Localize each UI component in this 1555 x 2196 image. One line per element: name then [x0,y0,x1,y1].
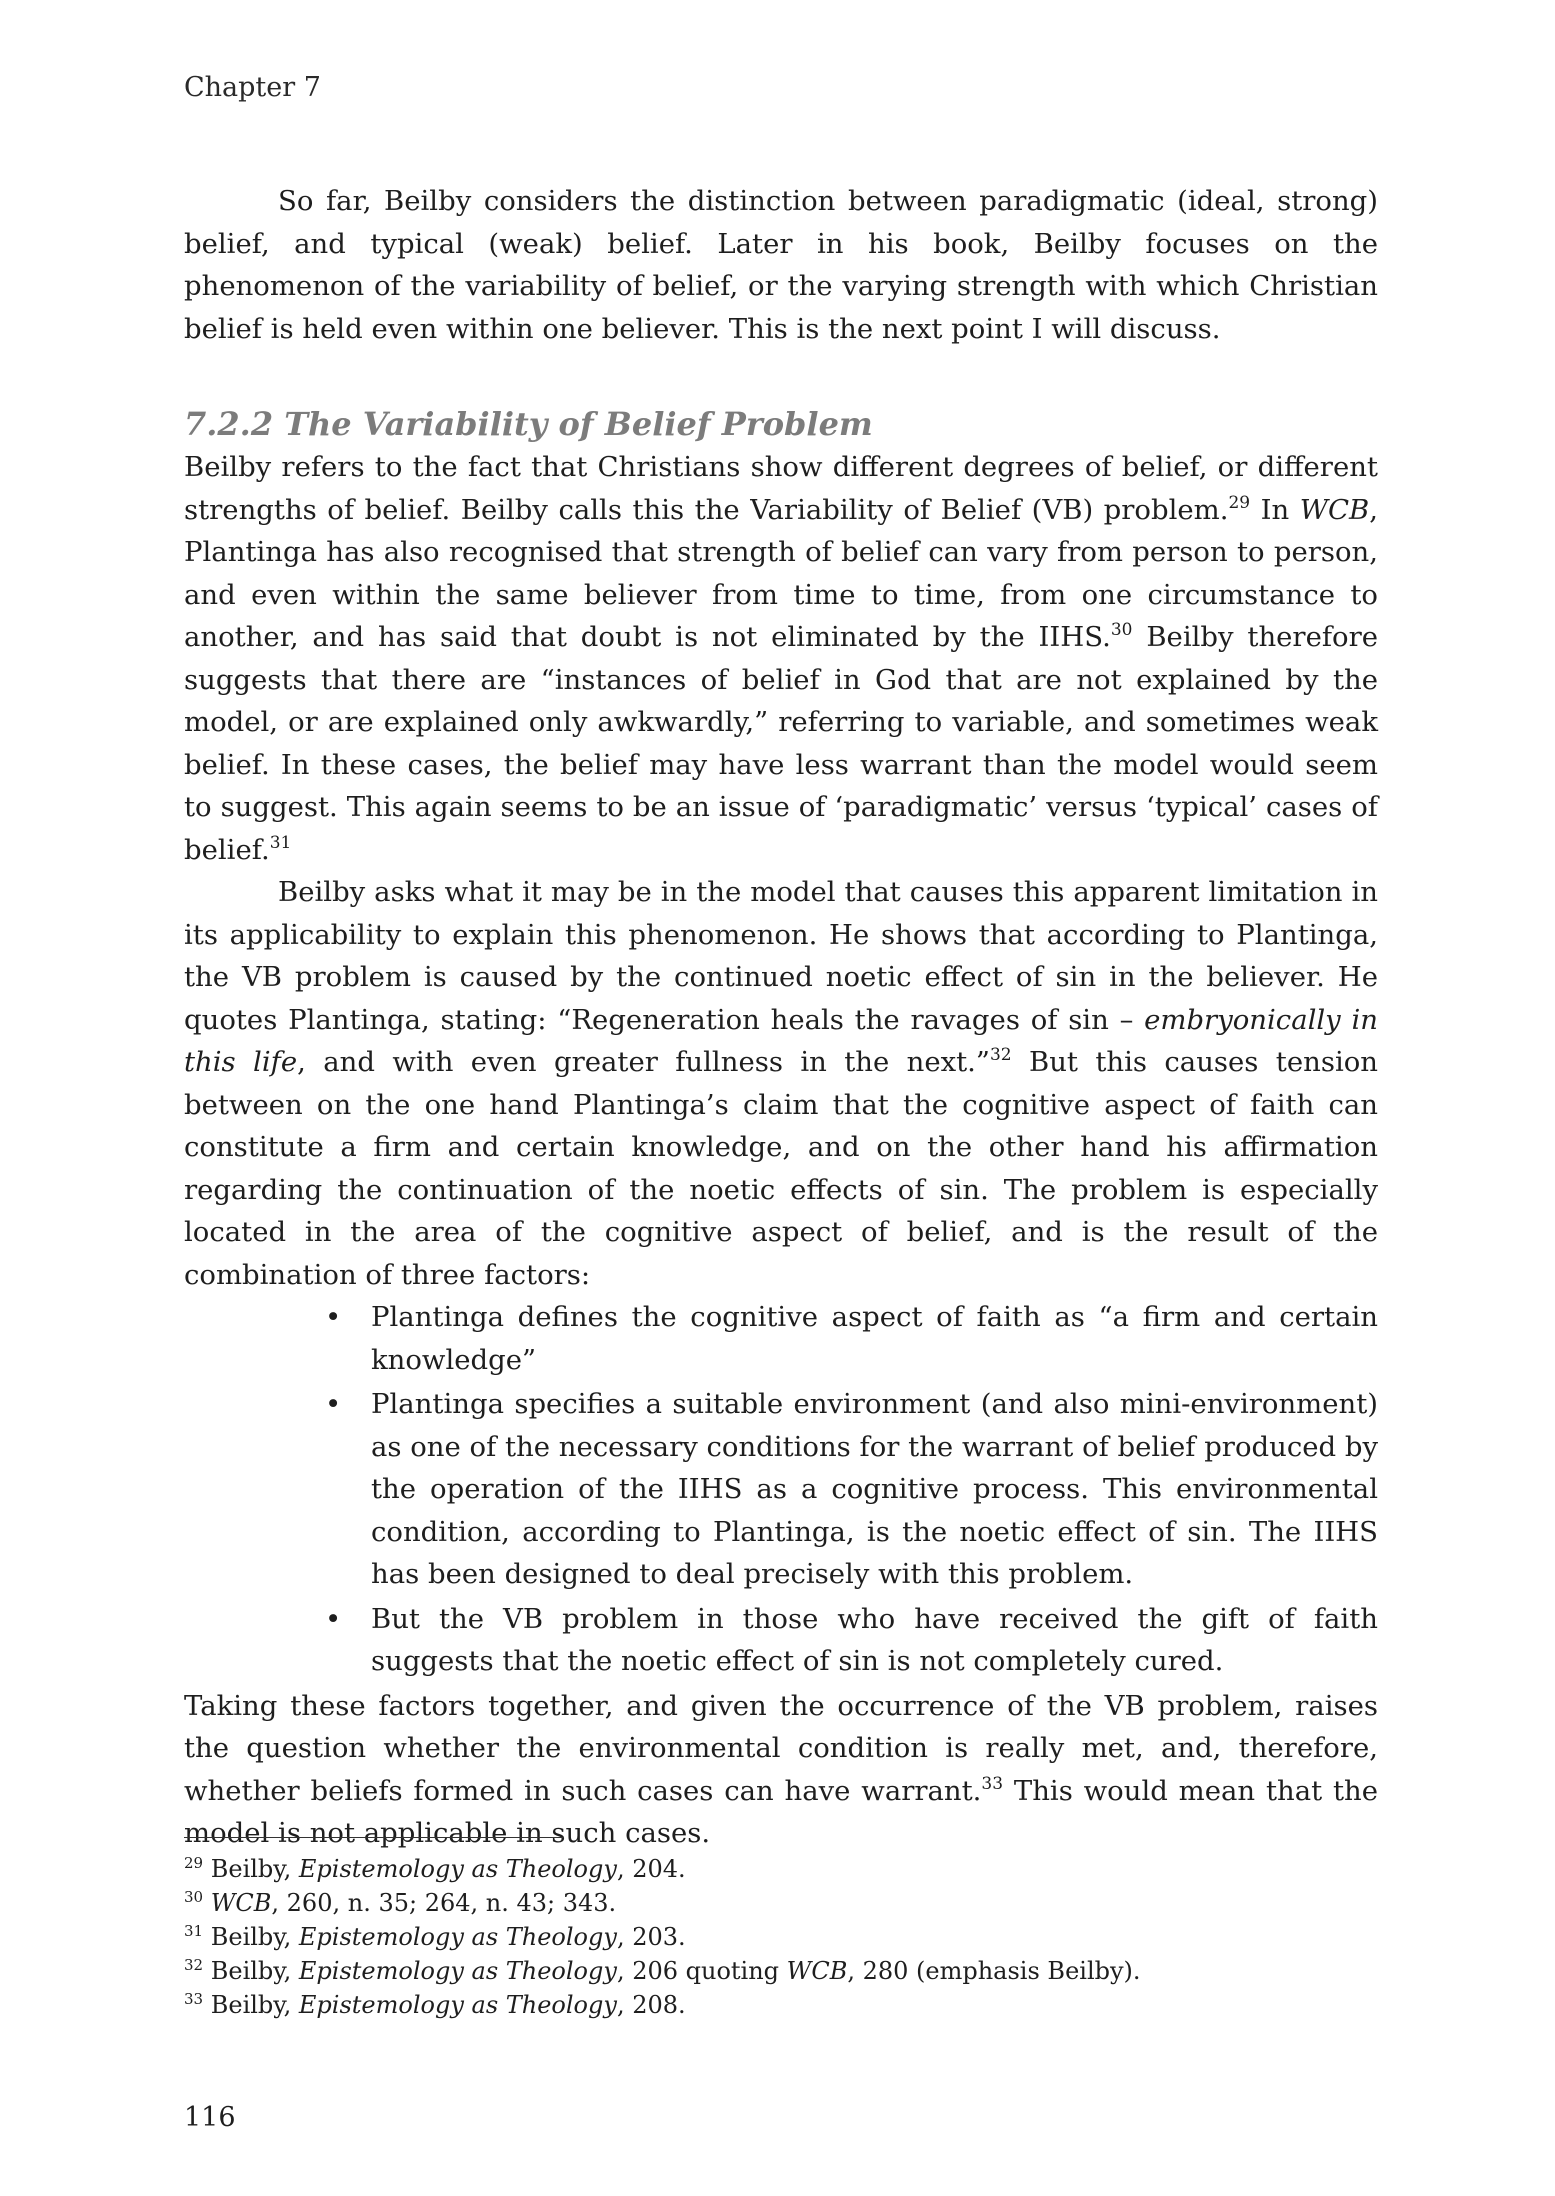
page-number: 116 [184,2102,236,2133]
footnote-32: $^{32}$ Beilby, Epistemology as Theology, 206 quoting WCB, 280 (emphasis Beilby). [184,1956,1141,1985]
footnote-ref-32: 32 [989,1045,1012,1065]
list-item: • Plantinga specifies a suitable environment (and also mini-environment) as one of the necessary conditions for the warrant of belief produced by the operation of the IIHS as a cognitive process. This environmental condition, according to Plantinga, is the noetic effect of sin. The IIHS has been designed to deal precisely with this problem. [371,1383,1378,1596]
intro-paragraph: So far, Beilby considers the distinction between paradigmatic (ideal, strong) belief, and typical (weak) belief. Later in his book, Beilby focuses on the phenomenon of the variability of belief, or the varying strength with which Christian belief is held even within one believer. This is the next point I will discuss. [184,185,1378,345]
paragraph-conclusion: Taking these factors together, and given the occurrence of the VB problem, raises the question whether the environmental condition is really met, and, therefore, whether beliefs formed in such cases can have warrant.$^{33}$ This would mean that the model is not applicable in such cases. [184,1689,1379,1849]
section-heading: 7.2.2 The Variability of Belief Problem [184,405,873,443]
list-item: • But the VB problem in those who have received the gift of faith suggests that the noetic effect of sin is not completely cured. [371,1598,1378,1683]
bullet-icon: • [325,1301,342,1333]
body-text [184,180,1378,1855]
footnote-30: $^{30}$ WCB, 260, n. 35; 264, n. 43; 343. [184,1888,617,1917]
paragraph-vb-problem: Beilby refers to the fact that Christians show different degrees of belief, or different strengths of belief. Beilby calls this the Variability of Belief (VB) problem.$^{29}$ In WCB, Plantinga has also recognised that strength of belief can vary from person to person, and even within the same believer from time to time, from one circumstance to another, and has said that doubt is not eliminated by the IIHS.$^{30}$ Beilby therefore suggests that there are “instances of belief in God that are not explained by the model, or are explained only awkwardly,” referring to variable, and sometimes weak belief. In these cases, the belief may have less warrant than the model would seem to suggest. This again seems to be an issue of ‘paradigmatic’ versus ‘typical’ cases of belief.$^{31}$ [184,451,1379,866]
bullet-icon: • [325,1602,342,1635]
footnote-33: $^{33}$ Beilby, Epistemology as Theology, 208. [184,1990,686,2019]
factor-list [184,1296,1378,1683]
footnote-31: $^{31}$ Beilby, Epistemology as Theology, 203. [184,1922,686,1951]
footnotes [184,1852,1141,2022]
footnote-ref-30: 30 [1110,620,1133,640]
list-item: • Plantinga defines the cognitive aspect of faith as “a firm and certain knowledge” [371,1296,1378,1381]
paragraph-model-limitation: Beilby asks what it may be in the model that causes this apparent limitation in its applicability to explain this phenomenon. He shows that according to Plantinga, the VB problem is caused by the continued noetic effect of sin in the believer. He quotes Plantinga, stating: “Regeneration heals the ravages of sin – embryonically in this life, and with even greater fullness in the next.”$^{32}$ But this causes tension between on the one hand Plantinga’s claim that the cognitive aspect of faith can constitute a firm and certain knowledge, and on the other hand his affirmation regarding the continuation of the noetic effects of sin. The problem is especially located in the area of the cognitive aspect of belief, and is the result of the combination of three factors: [184,876,1379,1291]
footnote-ref-33: 33 [981,1773,1004,1794]
footnote-divider [184,1837,564,1838]
bullet-icon: • [325,1388,342,1420]
footnote-29: $^{29}$ Beilby, Epistemology as Theology, 204. [184,1854,686,1883]
running-head: Chapter 7 [184,72,321,103]
footnote-ref-31: 31 [269,832,292,853]
footnote-ref-29: 29 [1228,492,1251,513]
